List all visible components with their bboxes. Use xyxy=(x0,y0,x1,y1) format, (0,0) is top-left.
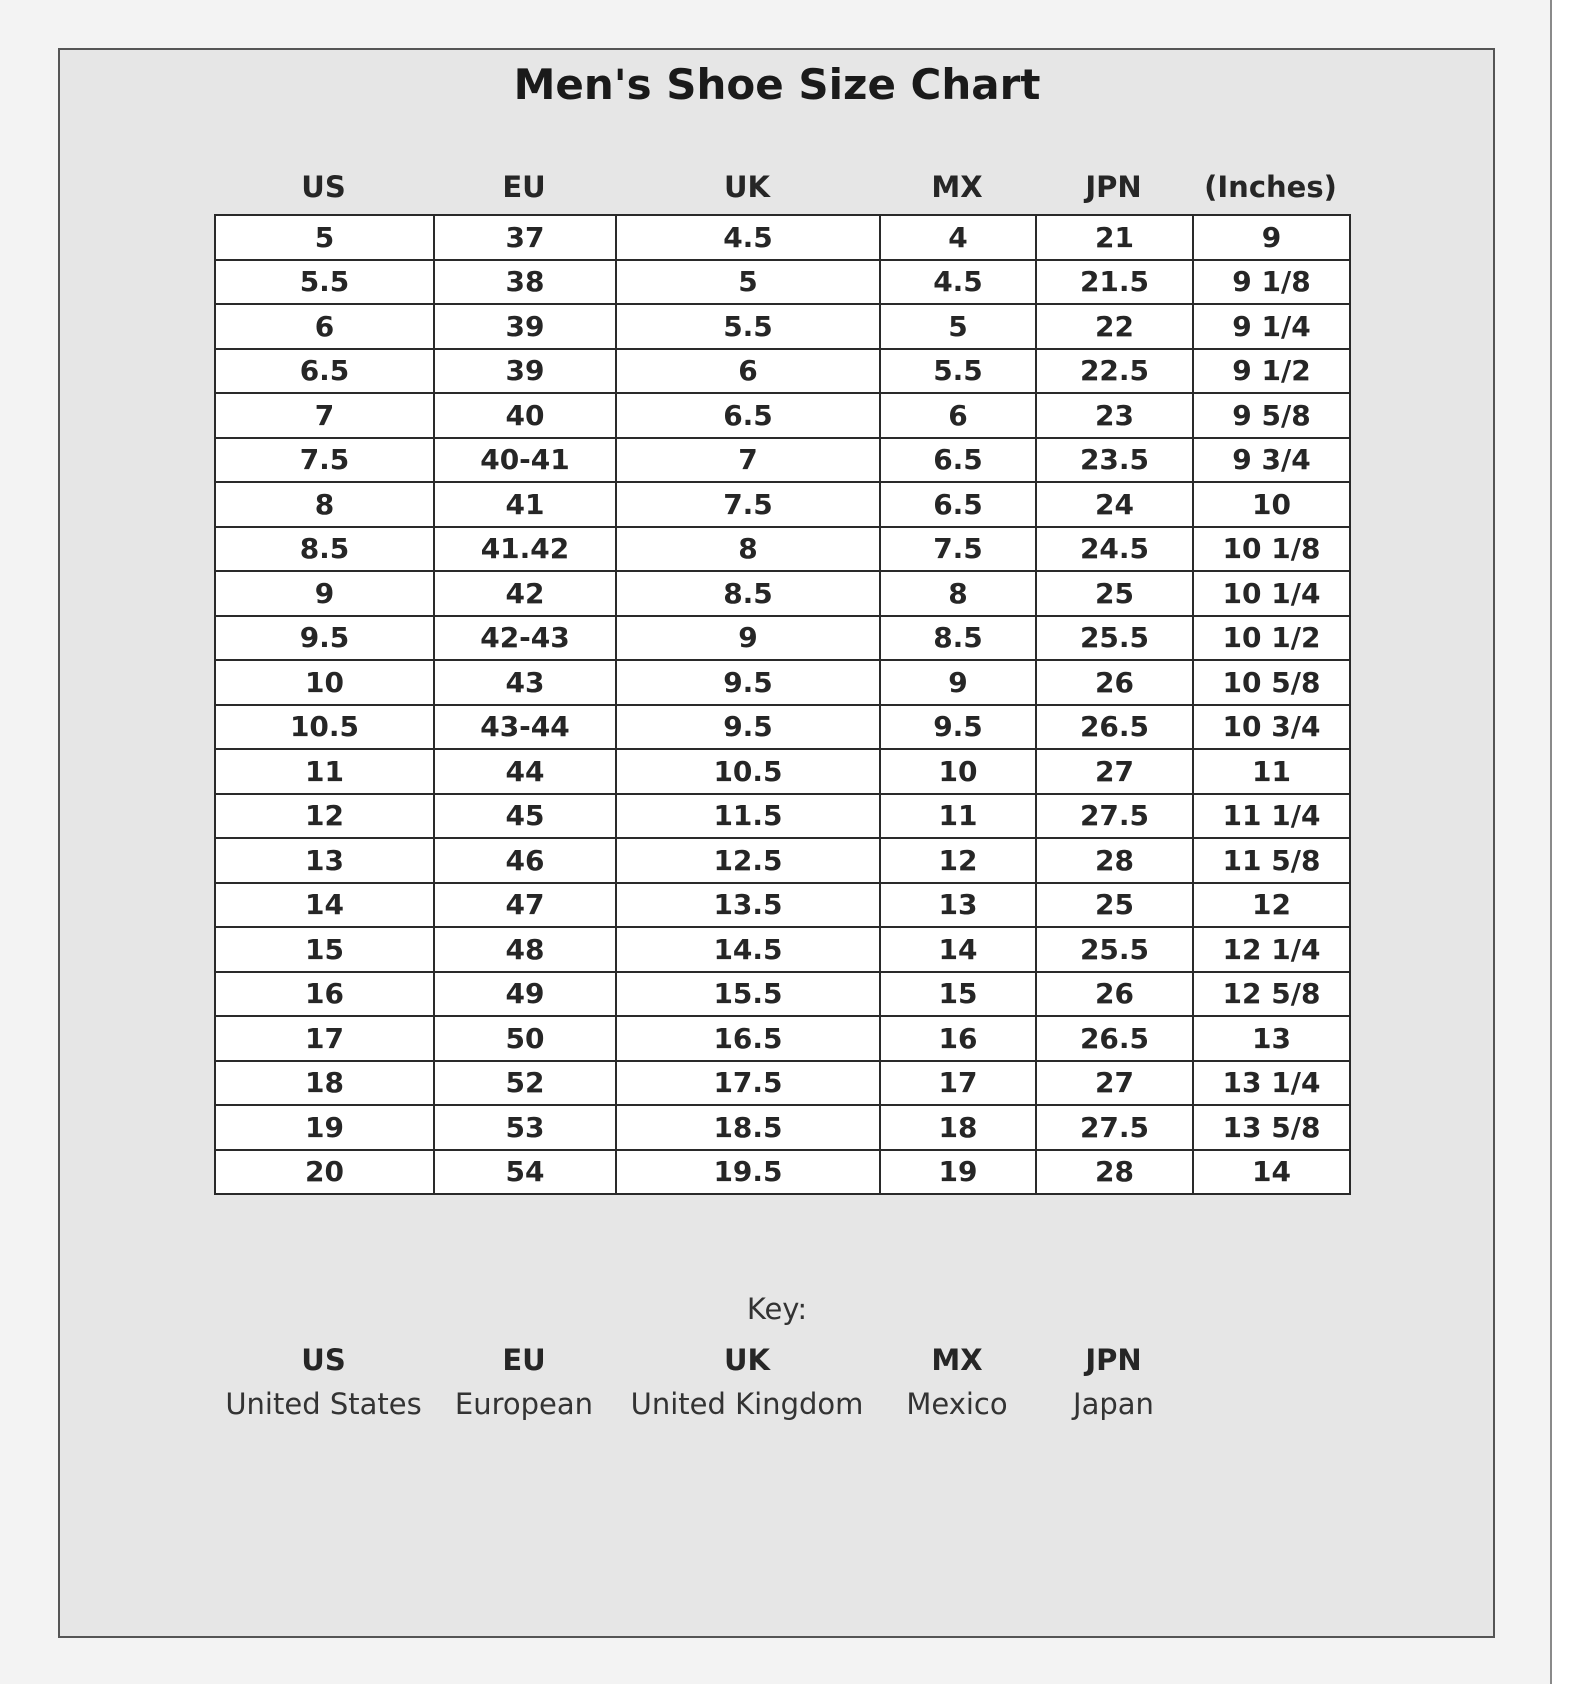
table-row xyxy=(215,616,1350,661)
column-header: (Inches) xyxy=(1204,170,1337,204)
table-cell: 18 xyxy=(215,1061,434,1106)
table-cell: 11 1/4 xyxy=(1193,794,1350,839)
table-cell: 7.5 xyxy=(616,482,880,527)
table-cell: 7.5 xyxy=(880,527,1036,572)
table-cell: 12 xyxy=(880,838,1036,883)
table-row xyxy=(215,571,1350,616)
table-cell: 27 xyxy=(1036,1061,1193,1106)
table-cell: 6 xyxy=(215,304,434,349)
table-row xyxy=(215,838,1350,883)
table-cell: 7 xyxy=(215,393,434,438)
table-cell: 17.5 xyxy=(616,1061,880,1106)
table-cell: 22 xyxy=(1036,304,1193,349)
key-name: United States xyxy=(225,1387,422,1421)
table-cell: 10 3/4 xyxy=(1193,705,1350,750)
table-cell: 14.5 xyxy=(616,927,880,972)
table-cell: 16.5 xyxy=(616,1016,880,1061)
table-cell: 14 xyxy=(1193,1150,1350,1195)
table-cell: 9 xyxy=(616,616,880,661)
column-header: MX xyxy=(931,170,983,204)
table-cell: 23.5 xyxy=(1036,438,1193,483)
table-cell: 5 xyxy=(616,260,880,305)
table-cell: 11 xyxy=(880,794,1036,839)
table-cell: 27 xyxy=(1036,749,1193,794)
table-cell: 25.5 xyxy=(1036,927,1193,972)
column-header: JPN xyxy=(1085,170,1142,204)
table-cell: 25.5 xyxy=(1036,616,1193,661)
table-cell: 13 xyxy=(1193,1016,1350,1061)
table-cell: 54 xyxy=(434,1150,616,1195)
table-cell: 4.5 xyxy=(880,260,1036,305)
table-cell: 10 xyxy=(215,660,434,705)
table-row xyxy=(215,1061,1350,1106)
table-cell: 43 xyxy=(434,660,616,705)
table-cell: 9.5 xyxy=(215,616,434,661)
table-cell: 16 xyxy=(215,972,434,1017)
table-cell: 10.5 xyxy=(215,705,434,750)
table-cell: 39 xyxy=(434,349,616,394)
table-cell: 48 xyxy=(434,927,616,972)
column-header: UK xyxy=(723,170,771,204)
table-row xyxy=(215,482,1350,527)
table-cell: 17 xyxy=(215,1016,434,1061)
column-header: US xyxy=(301,170,346,204)
table-cell: 13 5/8 xyxy=(1193,1105,1350,1150)
table-row xyxy=(215,927,1350,972)
table-cell: 9.5 xyxy=(616,660,880,705)
table-cell: 9 1/4 xyxy=(1193,304,1350,349)
table-cell: 11 5/8 xyxy=(1193,838,1350,883)
table-cell: 12 xyxy=(215,794,434,839)
table-cell: 5 xyxy=(880,304,1036,349)
table-cell: 40 xyxy=(434,393,616,438)
key-name: European xyxy=(454,1387,594,1421)
table-cell: 12 5/8 xyxy=(1193,972,1350,1017)
key-name: Japan xyxy=(1073,1387,1154,1421)
table-cell: 22.5 xyxy=(1036,349,1193,394)
table-row xyxy=(215,349,1350,394)
table-cell: 10 5/8 xyxy=(1193,660,1350,705)
table-cell: 6.5 xyxy=(616,393,880,438)
table-cell: 18.5 xyxy=(616,1105,880,1150)
table-cell: 25 xyxy=(1036,571,1193,616)
table-cell: 26 xyxy=(1036,660,1193,705)
table-cell: 9 5/8 xyxy=(1193,393,1350,438)
table-row xyxy=(215,794,1350,839)
table-cell: 11 xyxy=(215,749,434,794)
table-cell: 50 xyxy=(434,1016,616,1061)
key-name: United Kingdom xyxy=(630,1387,864,1421)
table-cell: 24.5 xyxy=(1036,527,1193,572)
key-abbr: JPN xyxy=(1085,1343,1142,1377)
table-row xyxy=(215,527,1350,572)
key-abbr: US xyxy=(301,1343,346,1377)
table-cell: 42 xyxy=(434,571,616,616)
table-cell: 6 xyxy=(880,393,1036,438)
table-cell: 28 xyxy=(1036,838,1193,883)
key-abbr: EU xyxy=(502,1343,546,1377)
table-cell: 26.5 xyxy=(1036,1016,1193,1061)
table-row xyxy=(215,304,1350,349)
table-cell: 26.5 xyxy=(1036,705,1193,750)
table-row xyxy=(215,749,1350,794)
table-cell: 23 xyxy=(1036,393,1193,438)
table-cell: 26 xyxy=(1036,972,1193,1017)
table-cell: 9 xyxy=(880,660,1036,705)
table-cell: 25 xyxy=(1036,883,1193,928)
chart-title: Men's Shoe Size Chart xyxy=(513,60,1041,109)
table-cell: 5.5 xyxy=(215,260,434,305)
table-cell: 38 xyxy=(434,260,616,305)
key-abbr: MX xyxy=(931,1343,983,1377)
table-cell: 45 xyxy=(434,794,616,839)
table-cell: 6.5 xyxy=(880,438,1036,483)
table-row xyxy=(215,1016,1350,1061)
table-cell: 27.5 xyxy=(1036,794,1193,839)
table-cell: 8.5 xyxy=(880,616,1036,661)
table-cell: 39 xyxy=(434,304,616,349)
table-cell: 6.5 xyxy=(880,482,1036,527)
table-cell: 5 xyxy=(215,215,434,260)
table-cell: 19 xyxy=(880,1150,1036,1195)
table-cell: 41 xyxy=(434,482,616,527)
table-row xyxy=(215,705,1350,750)
table-row xyxy=(215,393,1350,438)
table-row xyxy=(215,1150,1350,1195)
table-cell: 10 xyxy=(880,749,1036,794)
table-cell: 10 1/8 xyxy=(1193,527,1350,572)
table-cell: 8 xyxy=(616,527,880,572)
table-cell: 11.5 xyxy=(616,794,880,839)
table-cell: 8 xyxy=(215,482,434,527)
table-cell: 37 xyxy=(434,215,616,260)
table-cell: 21 xyxy=(1036,215,1193,260)
table-cell: 9.5 xyxy=(616,705,880,750)
table-cell: 9 3/4 xyxy=(1193,438,1350,483)
table-cell: 43-44 xyxy=(434,705,616,750)
table-row xyxy=(215,260,1350,305)
table-cell: 8.5 xyxy=(616,571,880,616)
size-table xyxy=(214,214,1351,1195)
table-cell: 20 xyxy=(215,1150,434,1195)
table-cell: 19 xyxy=(215,1105,434,1150)
table-cell: 8 xyxy=(880,571,1036,616)
table-cell: 4 xyxy=(880,215,1036,260)
table-cell: 12 xyxy=(1193,883,1350,928)
table-cell: 13 xyxy=(215,838,434,883)
table-row xyxy=(215,972,1350,1017)
table-cell: 24 xyxy=(1036,482,1193,527)
table-cell: 14 xyxy=(215,883,434,928)
table-cell: 53 xyxy=(434,1105,616,1150)
table-cell: 13.5 xyxy=(616,883,880,928)
table-cell: 41.42 xyxy=(434,527,616,572)
table-row xyxy=(215,215,1350,260)
table-cell: 6 xyxy=(616,349,880,394)
table-cell: 5.5 xyxy=(616,304,880,349)
table-cell: 9.5 xyxy=(880,705,1036,750)
table-cell: 12 1/4 xyxy=(1193,927,1350,972)
table-cell: 19.5 xyxy=(616,1150,880,1195)
table-cell: 27.5 xyxy=(1036,1105,1193,1150)
table-cell: 18 xyxy=(880,1105,1036,1150)
table-cell: 6.5 xyxy=(215,349,434,394)
key-item xyxy=(869,1338,1045,1426)
table-row xyxy=(215,438,1350,483)
key-item xyxy=(605,1338,889,1426)
column-header: EU xyxy=(502,170,546,204)
table-cell: 15.5 xyxy=(616,972,880,1017)
table-cell: 47 xyxy=(434,883,616,928)
table-cell: 5.5 xyxy=(880,349,1036,394)
table-row xyxy=(215,1105,1350,1150)
table-cell: 10 xyxy=(1193,482,1350,527)
table-cell: 7.5 xyxy=(215,438,434,483)
table-cell: 15 xyxy=(880,972,1036,1017)
table-cell: 12.5 xyxy=(616,838,880,883)
table-cell: 15 xyxy=(215,927,434,972)
table-cell: 8.5 xyxy=(215,527,434,572)
key-item xyxy=(1025,1338,1202,1426)
table-row xyxy=(215,883,1350,928)
table-cell: 4.5 xyxy=(616,215,880,260)
table-cell: 10 1/4 xyxy=(1193,571,1350,616)
table-cell: 44 xyxy=(434,749,616,794)
table-cell: 46 xyxy=(434,838,616,883)
key-name: Mexico xyxy=(906,1387,1008,1421)
table-cell: 42-43 xyxy=(434,616,616,661)
table-cell: 9 xyxy=(215,571,434,616)
table-cell: 9 xyxy=(1193,215,1350,260)
table-cell: 11 xyxy=(1193,749,1350,794)
table-cell: 9 1/8 xyxy=(1193,260,1350,305)
table-cell: 28 xyxy=(1036,1150,1193,1195)
table-cell: 10.5 xyxy=(616,749,880,794)
table-cell: 16 xyxy=(880,1016,1036,1061)
table-cell: 7 xyxy=(616,438,880,483)
key-item xyxy=(204,1338,443,1426)
key-label: Key: xyxy=(746,1292,808,1326)
table-cell: 17 xyxy=(880,1061,1036,1106)
table-cell: 21.5 xyxy=(1036,260,1193,305)
key-item xyxy=(423,1338,625,1426)
table-cell: 13 xyxy=(880,883,1036,928)
table-row xyxy=(215,660,1350,705)
table-cell: 14 xyxy=(880,927,1036,972)
table-cell: 52 xyxy=(434,1061,616,1106)
table-cell: 40-41 xyxy=(434,438,616,483)
key-abbr: UK xyxy=(723,1343,771,1377)
table-cell: 13 1/4 xyxy=(1193,1061,1350,1106)
table-cell: 9 1/2 xyxy=(1193,349,1350,394)
table-cell: 10 1/2 xyxy=(1193,616,1350,661)
table-cell: 49 xyxy=(434,972,616,1017)
